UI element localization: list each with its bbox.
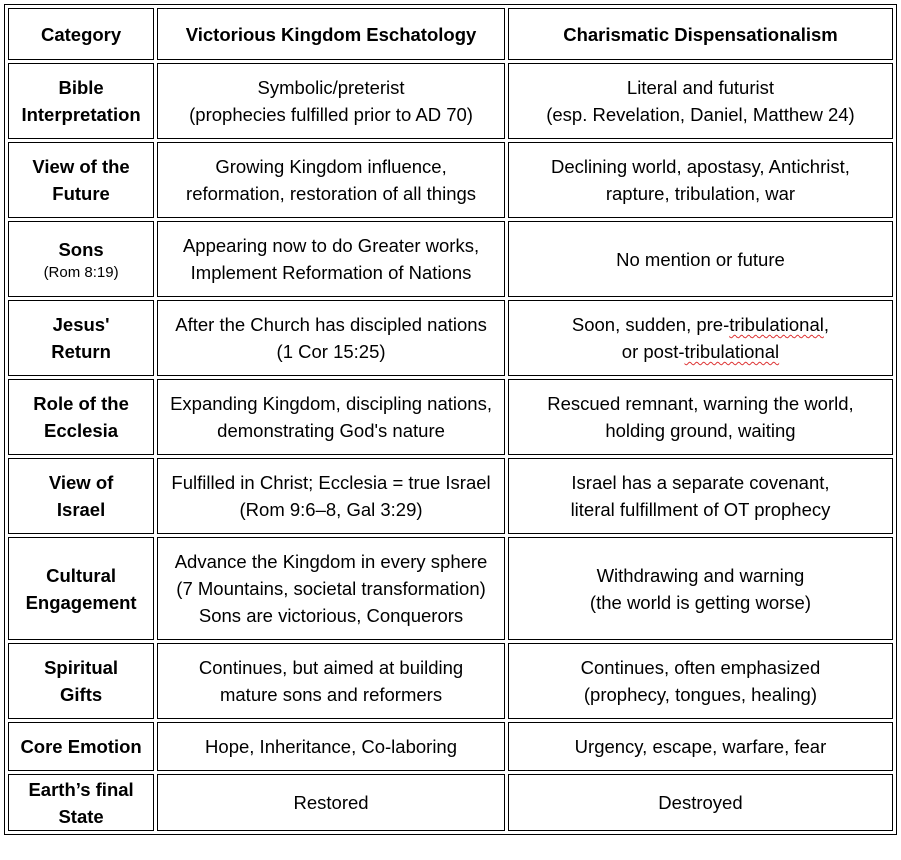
table-row — [8, 458, 893, 534]
category-line: Cultural — [46, 564, 117, 586]
table-row — [8, 774, 893, 831]
cd-line: Rescued remnant, warning the world, — [547, 393, 854, 414]
table-row — [8, 643, 893, 719]
category-line: Israel — [56, 499, 106, 520]
vke-cell — [157, 458, 505, 534]
category-line: Jesus' — [52, 314, 110, 335]
category-cell — [8, 458, 154, 534]
cd-line: (the world is getting worse) — [589, 591, 811, 613]
vke-line: Expanding Kingdom, discipling nations, — [170, 393, 492, 414]
cd-line: (esp. Revelation, Daniel, Matthew 24) — [546, 104, 855, 125]
vke-cell — [157, 63, 505, 139]
spelling-flagged-word: tribulational — [684, 341, 780, 362]
category-cell — [8, 643, 154, 719]
category-reference: (Rom 8:19) — [43, 263, 119, 281]
cd-line: No mention or future — [616, 248, 785, 270]
cd-cell — [508, 774, 893, 831]
table-row — [8, 379, 893, 455]
table-row — [8, 300, 893, 376]
vke-line: Sons are victorious, Conquerors — [198, 605, 464, 626]
vke-cell — [157, 643, 505, 719]
category-line: Earth’s final — [28, 778, 134, 800]
vke-cell — [157, 142, 505, 218]
header-category: Category — [8, 8, 154, 60]
cd-line: Destroyed — [658, 792, 743, 813]
vke-line: Growing Kingdom influence, — [215, 156, 447, 177]
vke-cell — [157, 537, 505, 640]
cd-line: literal fulfillment of OT prophecy — [570, 499, 831, 520]
cd-cell — [508, 142, 893, 218]
comparison-table — [4, 4, 897, 835]
vke-line: After the Church has discipled nations — [175, 314, 487, 335]
cd-line: Urgency, escape, warfare, fear — [574, 736, 827, 757]
category-cell — [8, 300, 154, 376]
vke-cell — [157, 221, 505, 297]
category-cell — [8, 774, 154, 831]
cd-cell — [508, 300, 893, 376]
table-row — [8, 221, 893, 297]
cd-text: Soon, sudden, pre- — [571, 314, 730, 335]
spelling-flagged-word: tribulational — [729, 314, 824, 335]
cd-line: holding ground, waiting — [605, 420, 796, 441]
cd-text: or post- — [621, 341, 685, 362]
table-row — [8, 142, 893, 218]
vke-line: (prophecies fulfilled prior to AD 70) — [189, 104, 473, 125]
category-line: View of the — [32, 156, 130, 177]
table-row — [8, 63, 893, 139]
cd-line: Literal and futurist — [626, 77, 774, 98]
category-line: State — [58, 805, 104, 827]
category-cell — [8, 722, 154, 771]
category-line: Core Emotion — [20, 736, 142, 757]
cd-line — [511, 338, 890, 365]
vke-line: reformation, restoration of all things — [186, 183, 477, 204]
vke-line: mature sons and reformers — [219, 684, 443, 705]
vke-line: Implement Reformation of Nations — [190, 262, 472, 283]
vke-cell — [157, 722, 505, 771]
cd-cell — [508, 722, 893, 771]
category-cell — [8, 221, 154, 297]
cd-cell — [508, 537, 893, 640]
vke-line: (7 Mountains, societal transformation) — [176, 578, 486, 599]
category-line: Bible — [58, 77, 104, 98]
vke-line: Fulfilled in Christ; Ecclesia = true Israel — [171, 472, 491, 493]
vke-line: Appearing now to do Greater works, — [182, 235, 480, 256]
category-line: Spiritual — [44, 657, 119, 678]
category-line: View of — [48, 472, 114, 493]
vke-line: demonstrating God's nature — [217, 420, 445, 441]
vke-cell — [157, 379, 505, 455]
category-line: Gifts — [60, 684, 103, 705]
category-cell — [8, 537, 154, 640]
cd-line: (prophecy, tongues, healing) — [583, 684, 818, 705]
header-row — [8, 8, 893, 60]
vke-line: (1 Cor 15:25) — [276, 341, 386, 362]
category-cell — [8, 379, 154, 455]
category-cell — [8, 142, 154, 218]
cd-line — [511, 311, 890, 338]
category-line: Future — [52, 183, 110, 204]
cd-line: Declining world, apostasy, Antichrist, — [551, 156, 850, 177]
cd-line: rapture, tribulation, war — [605, 183, 796, 204]
vke-line: Continues, but aimed at building — [198, 657, 464, 678]
header-charismatic-dispensationalism: Charismatic Dispensationalism — [508, 8, 893, 60]
cd-line: Withdrawing and warning — [596, 564, 805, 586]
vke-line: Advance the Kingdom in every sphere — [174, 551, 488, 572]
cd-cell — [508, 221, 893, 297]
vke-line: Restored — [293, 792, 369, 813]
cd-cell — [508, 63, 893, 139]
category-line: Role of the — [33, 393, 129, 414]
table-row — [8, 722, 893, 771]
cd-text: , — [823, 314, 830, 335]
category-cell — [8, 63, 154, 139]
header-victorious-kingdom-eschatology: Victorious Kingdom Eschatology — [157, 8, 505, 60]
vke-cell — [157, 300, 505, 376]
cd-cell — [508, 458, 893, 534]
vke-line: Hope, Inheritance, Co-laboring — [205, 736, 458, 757]
vke-cell — [157, 774, 505, 831]
cd-cell — [508, 643, 893, 719]
cd-line: Continues, often emphasized — [580, 657, 821, 678]
category-line: Interpretation — [21, 104, 141, 125]
category-line: Return — [51, 341, 111, 362]
category-line: Ecclesia — [44, 420, 119, 441]
category-line: Engagement — [25, 591, 137, 613]
vke-line: (Rom 9:6–8, Gal 3:29) — [239, 499, 423, 520]
cd-line: Israel has a separate covenant, — [571, 472, 830, 493]
category-line: Sons — [58, 238, 104, 260]
vke-line: Symbolic/preterist — [257, 77, 405, 98]
table-row — [8, 537, 893, 640]
cd-cell — [508, 379, 893, 455]
